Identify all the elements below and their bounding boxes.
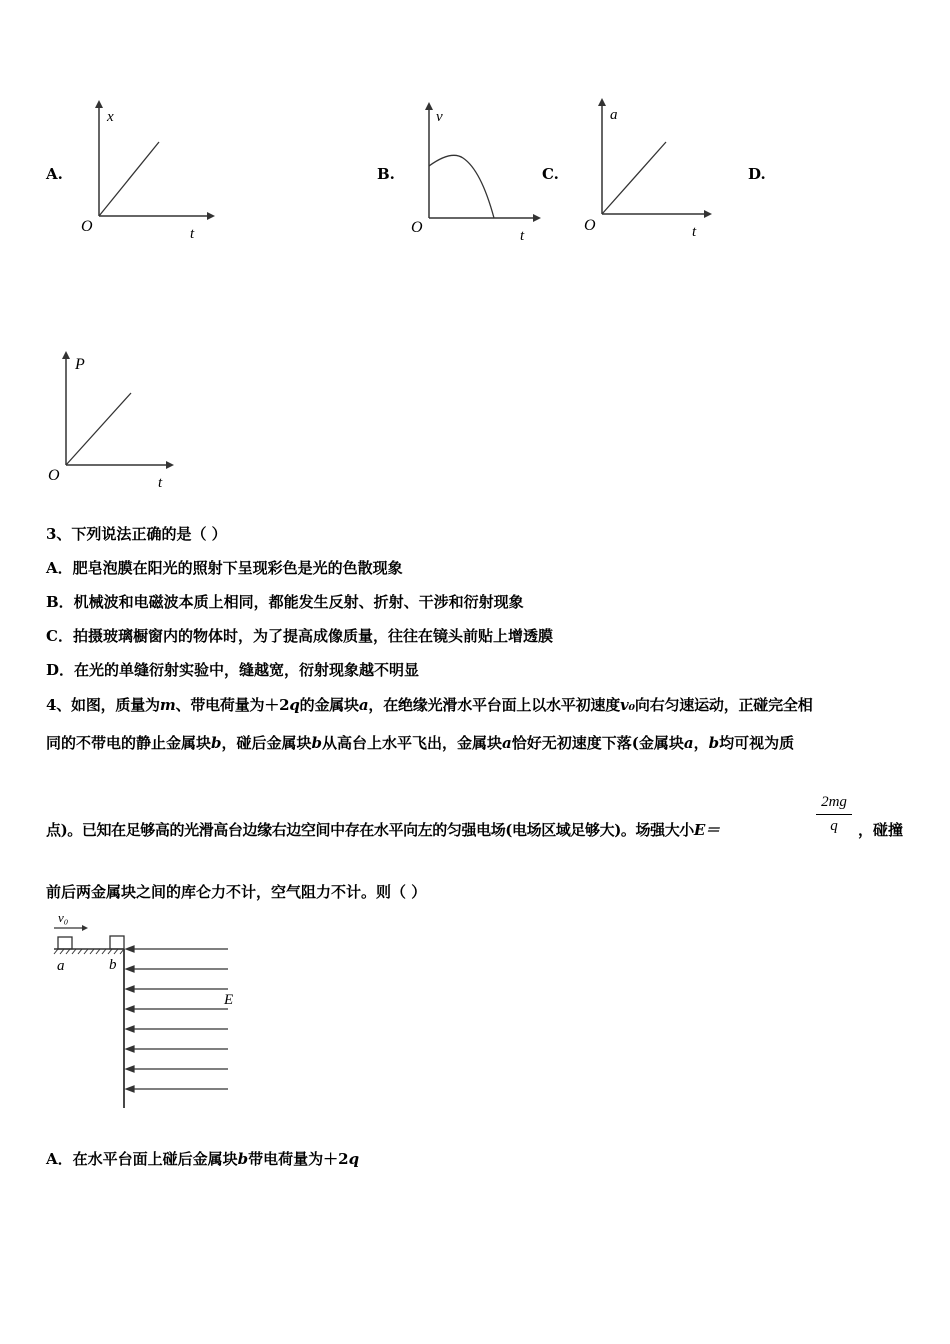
block-b bbox=[110, 936, 124, 949]
q4-field-figure bbox=[46, 906, 246, 1116]
fig-v0-label: v₀ bbox=[58, 910, 69, 925]
option-c-label: C. bbox=[542, 165, 559, 183]
graph-d-origin: O bbox=[48, 467, 60, 484]
graph-a-x-label: t bbox=[190, 226, 195, 242]
fig-a-label: a bbox=[57, 958, 65, 974]
graph-c-a-t bbox=[578, 96, 718, 241]
graph-a-y-label: x bbox=[107, 109, 114, 125]
q4-line-2: 同的不带电的静止金属块b，碰后金属块b从高台上水平飞出，金属块a恰好无初速度下落(金属块a，b均可视为质 bbox=[46, 734, 795, 752]
graph-a-origin: O bbox=[81, 218, 93, 235]
graph-d-x-label: t bbox=[158, 475, 163, 491]
q3-option-b: B．机械波和电磁波本质上相同，都能发生反射、折射、干涉和衍射现象 bbox=[46, 593, 524, 611]
q4-option-a: A．在水平台面上碰后金属块b带电荷量为＋2q bbox=[46, 1150, 360, 1168]
option-d-label: D. bbox=[748, 165, 766, 183]
option-b-label: B. bbox=[377, 165, 395, 183]
fig-b-label: b bbox=[109, 957, 117, 973]
graph-b-origin: O bbox=[411, 219, 423, 236]
fig-e-label: E bbox=[224, 992, 234, 1008]
q4-line-3: 点)。已知在足够高的光滑高台边缘右边空间中存在水平向左的匀强电场(电场区域足够大)。场强大小E＝ bbox=[46, 821, 720, 839]
graph-c-x-label: t bbox=[692, 224, 697, 240]
q3-option-d: D．在光的单缝衍射实验中，缝越宽，衍射现象越不明显 bbox=[46, 661, 420, 679]
graph-b-y-label: v bbox=[436, 109, 443, 125]
graph-c-y-label: a bbox=[610, 107, 618, 123]
graph-d-y-label: P bbox=[75, 356, 85, 373]
q3-option-a: A．肥皂泡膜在阳光的照射下呈现彩色是光的色散现象 bbox=[46, 559, 403, 577]
block-a bbox=[58, 937, 72, 949]
graph-d-p-t bbox=[44, 347, 184, 492]
graph-c-origin: O bbox=[584, 217, 596, 234]
graph-b-v-t bbox=[405, 98, 545, 243]
graph-b-x-label: t bbox=[520, 228, 525, 243]
q4-line-3-tail: ，碰撞 bbox=[858, 821, 904, 839]
option-a-label: A. bbox=[46, 165, 63, 183]
graph-a-x-t bbox=[75, 98, 215, 243]
q3-option-c: C．拍摄玻璃橱窗内的物体时，为了提高成像质量，往往在镜头前贴上增透膜 bbox=[46, 627, 553, 645]
field-fraction-numerator: 2mg bbox=[821, 794, 847, 810]
q4-line-1: 4、如图，质量为m、带电荷量为＋2q的金属块a，在绝缘光滑水平台面上以水平初速度v₀向右匀速运动，正碰完全相 bbox=[46, 696, 813, 714]
fraction-bar bbox=[816, 814, 852, 815]
field-fraction-denominator: q bbox=[830, 818, 838, 834]
q3-stem: 3、下列说法正确的是（ ） bbox=[46, 525, 227, 543]
q4-line-4: 前后两金属块之间的库仑力不计，空气阻力不计。则（ ） bbox=[46, 883, 427, 901]
